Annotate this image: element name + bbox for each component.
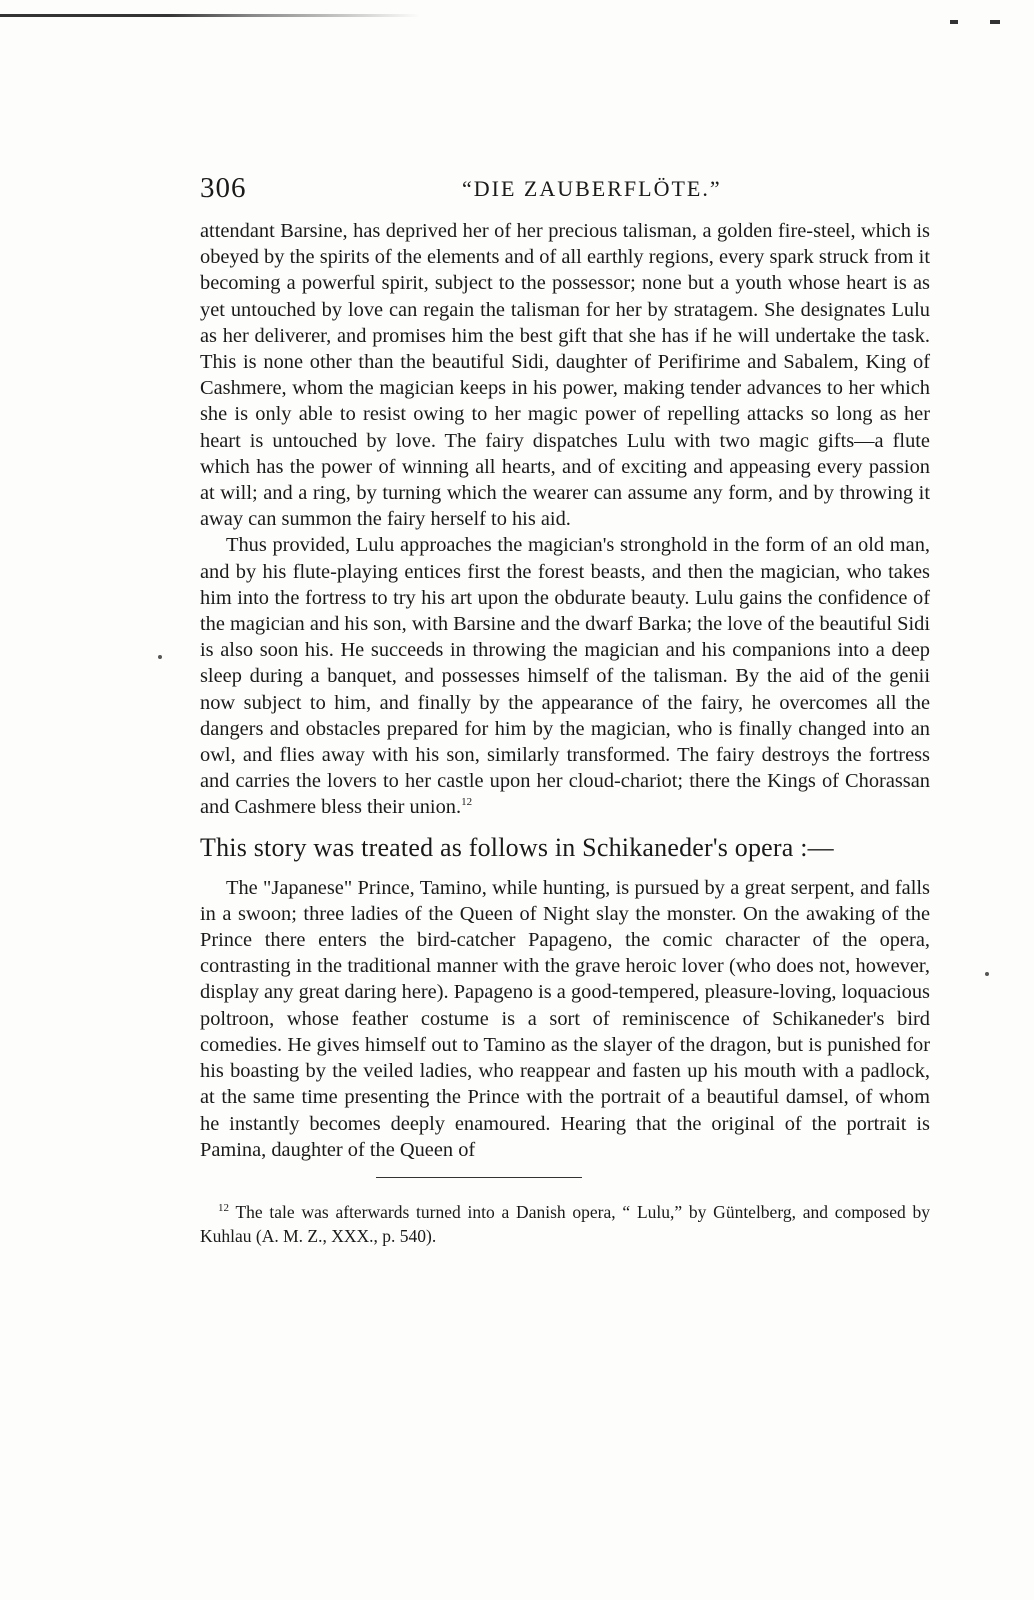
- footnote-divider: [376, 1177, 582, 1179]
- running-head: [200, 172, 930, 218]
- footnote-reference: 12: [461, 796, 473, 809]
- body-text: [200, 218, 930, 1163]
- running-title: “DIE ZAUBERFLÖTE.”: [462, 176, 722, 201]
- page-number: 306: [200, 172, 247, 204]
- footnote-text: The tale was afterwards turned into a Danish opera, “ Lulu,” by Güntelberg, and composed by Kuhlau (A. M. Z., XXX., p. 540).: [200, 1202, 930, 1247]
- section-subheading: This story was treated as follows in Schikaneder's opera :—: [200, 832, 834, 862]
- paragraph: [200, 532, 930, 820]
- book-page: [200, 172, 930, 1248]
- scan-speck: [158, 655, 162, 659]
- scan-mark: [990, 20, 1000, 24]
- paragraph-text: Thus provided, Lulu approaches the magician's stronghold in the form of an old man, and by his flute-playing entices first the forest beasts, and then the magician, who takes him into the fortress to try his art upon the obdurate beauty. Lulu gains the confidence of the magician and his son, with Barsine and the dwarf Barka; the love of the beautiful Sidi is also soon his. He succeeds in throwing the magician and his companions into a deep sleep during a banquet, and possesses himself of the talisman. By the aid of the genii now subject to him, and finally by the appearance of the fairy, he overcomes all the dangers and obstacles prepared for him by the magician, who is finally changed into an owl, and flies away with his son, similarly transformed. The fairy destroys the fortress and carries the lovers to her castle upon her cloud-chariot; there the Kings of Chorassan and Cashmere bless their union.: [200, 534, 930, 819]
- scan-edge-line: [0, 14, 420, 17]
- scan-speck: [985, 972, 989, 976]
- scan-mark: [950, 20, 958, 24]
- footnote-number: 12: [218, 1202, 229, 1215]
- paragraph: attendant Barsine, has deprived her of her precious talisman, a golden fire-steel, which is obeyed by the spirits of the elements and of all earthly regions, every spark struck from it becoming a powerful spirit, subject to the possessor; none but a youth whose heart is as yet untouched by love can regain the talisman for her by stratagem. She designates Lulu as her deliverer, and promises him the best gift that she has if he will undertake the task. This is none other than the beautiful Sidi, daughter of Perifirime and Sabalem, King of Cashmere, whom the magician keeps in his power, making tender advances to her which she is only able to resist owing to her magic power of repelling attacks so long as her heart is untouched by love. The fairy dispatches Lulu with two magic gifts—a flute which has the power of winning all hearts, and of exciting and appeasing every passion at will; and a ring, by turning which the wearer can assume any form, and by throwing it away can summon the fairy herself to his aid.: [200, 220, 930, 531]
- paragraph: The "Japanese" Prince, Tamino, while hunting, is pursued by a great serpent, and falls in a swoon; three ladies of the Queen of Night slay the monster. On the awaking of the Prince there enters the bird-catcher Papageno, the comic character of the opera, contrasting in the traditional manner with the grave heroic lover (who does not, however, display any great daring here). Papageno is a good-tempered, pleasure-loving, loquacious poltroon, whose feather costume is a sort of reminiscence of Schikaneder's bird comedies. He gives himself out to Tamino as the slayer of the dragon, but is punished for his boasting by the veiled ladies, who reappear and fasten up his mouth with a padlock, at the same time presenting the Prince with the portrait of a beautiful damsel, of whom he instantly becomes deeply enamoured. Hearing that the original of the portrait is Pamina, daughter of the Queen of: [200, 876, 930, 1161]
- footnote: [200, 1200, 930, 1248]
